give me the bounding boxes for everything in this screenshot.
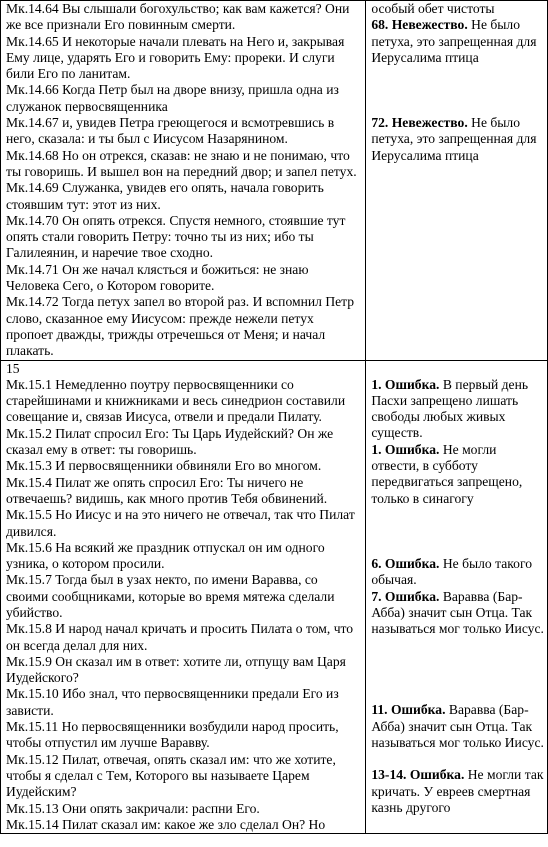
verse-text: Мк.14.70 Он опять отрекся. Спустя немного, стоявшие тут опять стали говорить Петру: точно ты из них; ибо ты Галилеянин, и наречие твое сходно. xyxy=(6,212,346,261)
table-row xyxy=(1,360,548,834)
note-text: В первый день Пасхи запрещено лишать свободы любых живых существ. xyxy=(371,376,529,441)
commentary-note xyxy=(371,589,544,638)
verse-column xyxy=(1,1,366,361)
spacer xyxy=(371,751,544,767)
commentary-column xyxy=(366,360,548,834)
note-heading: 1. Ошибка. xyxy=(371,441,440,457)
verse-text: Мк.15.12 Пилат, отвечая, опять сказал им: что же хотите, чтобы я сделал с Тем, Которого вы называете Царем Иудейским? xyxy=(6,751,336,800)
note-heading: 6. Ошибка. xyxy=(371,555,440,571)
commentary-note xyxy=(371,17,544,66)
spacer xyxy=(371,637,544,702)
verse-text: Мк.15.7 Тогда был в узах некто, по имени Варавва, со своими сообщниками, которые во время мятежа сделали убийство. xyxy=(6,572,335,620)
commentary-note xyxy=(371,767,544,816)
table-row xyxy=(1,1,548,361)
verse-text: Мк.15.10 Ибо знал, что первосвященники предали Его из зависти. xyxy=(6,686,339,718)
verse-text: Мк.14.66 Когда Петр был на дворе внизу, пришла одна из служанок первосвященника xyxy=(6,82,339,114)
verse-text: Мк.14.68 Но он отрекся, сказав: не знаю и не понимаю, что ты говоришь. И вышел вон на передний двор; и запел петух. xyxy=(6,147,357,179)
commentary-note xyxy=(371,442,544,507)
verse-text: Мк.15.14 Пилат сказал им: какое же зло сделал Он? Но xyxy=(6,816,326,832)
verse-text: Мк.15.8 И народ начал кричать и просить Пилата о том, что он всегда делал для них. xyxy=(6,621,354,653)
commentary-column xyxy=(366,1,548,361)
commentary-note xyxy=(371,115,544,164)
verse-text: Мк.15.13 Они опять закричали: распни Его. xyxy=(6,800,260,816)
note-text: Не было петуха, это запрещенная для Иерусалима птица xyxy=(371,115,537,163)
verse-text: Мк.14.69 Служанка, увидев его опять, начала говорить стоявшим тут: этот из них. xyxy=(6,180,324,212)
commentary-note xyxy=(371,556,544,589)
verse-text: Мк.15.6 На всякий же праздник отпускал он им одного узника, о котором просили. xyxy=(6,539,325,572)
chapter-number: 15 xyxy=(6,360,20,376)
commentary-note xyxy=(371,377,544,442)
spacer xyxy=(371,507,544,556)
note-heading: 72. Невежество. xyxy=(371,115,468,131)
note-heading: 1. Ошибка. xyxy=(371,376,440,392)
note-heading: 11. Ошибка. xyxy=(371,702,446,718)
verse-column xyxy=(1,360,366,834)
spacer xyxy=(371,66,544,115)
verse-text: Мк.15.1 Немедленно поутру первосвященники со старейшинами и книжниками и весь синедрион составили совещание и, связав Иисуса, отвели и предали Пилату. xyxy=(6,376,346,425)
spacer xyxy=(371,361,544,377)
verse-text: Мк.15.2 Пилат спросил Его: Ты Царь Иудейский? Он же сказал ему в ответ: ты говоришь. xyxy=(6,425,334,458)
note-heading: 13-14. Ошибка. xyxy=(371,767,465,783)
note-heading: 68. Невежество. xyxy=(371,17,468,33)
note-text: Не могли отвести, в субботу передвигаться запрещено, только в синагогу xyxy=(371,441,523,506)
verse-text: Мк.15.4 Пилат же опять спросил Его: Ты ничего не отвечаешь? видишь, как много против Тебя обвинений. xyxy=(6,474,328,506)
verse-text: Мк.14.71 Он же начал клясться и божиться: не знаю Человека Сего, о Котором говорите. xyxy=(6,261,309,294)
note-text: Варавва (Бар-Абба) значит сын Отца. Так называться мог только Иисус. xyxy=(371,702,544,750)
commentary-note xyxy=(371,702,544,751)
commentary-text: особый обет чистоты xyxy=(371,1,495,16)
note-text: Не могли так кричать. У евреев смертная казнь другого xyxy=(371,767,544,815)
note-text: Не было петуха, это запрещенная для Иерусалима птица xyxy=(371,17,537,65)
verse-text: Мк.15.3 И первосвященники обвиняли Его во многом. xyxy=(6,458,322,474)
verse-text: Мк.15.9 Он сказал им в ответ: хотите ли, отпущу вам Царя Иудейского? xyxy=(6,653,346,686)
verse-text: Мк.14.64 Вы слышали богохульство; как вам кажется? Они же все признали Его повинным смерти. xyxy=(6,1,350,33)
verse-text: Мк.15.11 Но первосвященники возбудили народ просить, чтобы отпустил им лучше Варавву. xyxy=(6,719,339,751)
verse-text: Мк.14.67 и, увидев Петра греющегося и всмотревшись в него, сказала: и ты был с Иисусом Назарянином. xyxy=(6,115,335,147)
verse-text: Мк.14.72 Тогда петух запел во второй раз. И вспомнил Петр слово, сказанное ему Иисусом: прежде нежели петух пропоет дважды, трижды отречешься от Меня; и начал плакать. xyxy=(6,294,355,359)
verse-text: Мк.15.5 Но Иисус и на это ничего не отвечал, так что Пилат дивился. xyxy=(6,507,355,539)
note-text: Не было такого обычая. xyxy=(371,555,532,588)
note-text: Варавва (Бар-Абба) значит сын Отца. Так называться мог только Иисус. xyxy=(371,588,544,637)
verse-text: Мк.14.65 И некоторые начали плевать на Него и, закрывая Ему лице, ударять Его и говорить Ему: прореки. И слуги били Его по ланитам. xyxy=(6,33,345,82)
note-heading: 7. Ошибка. xyxy=(371,588,440,604)
